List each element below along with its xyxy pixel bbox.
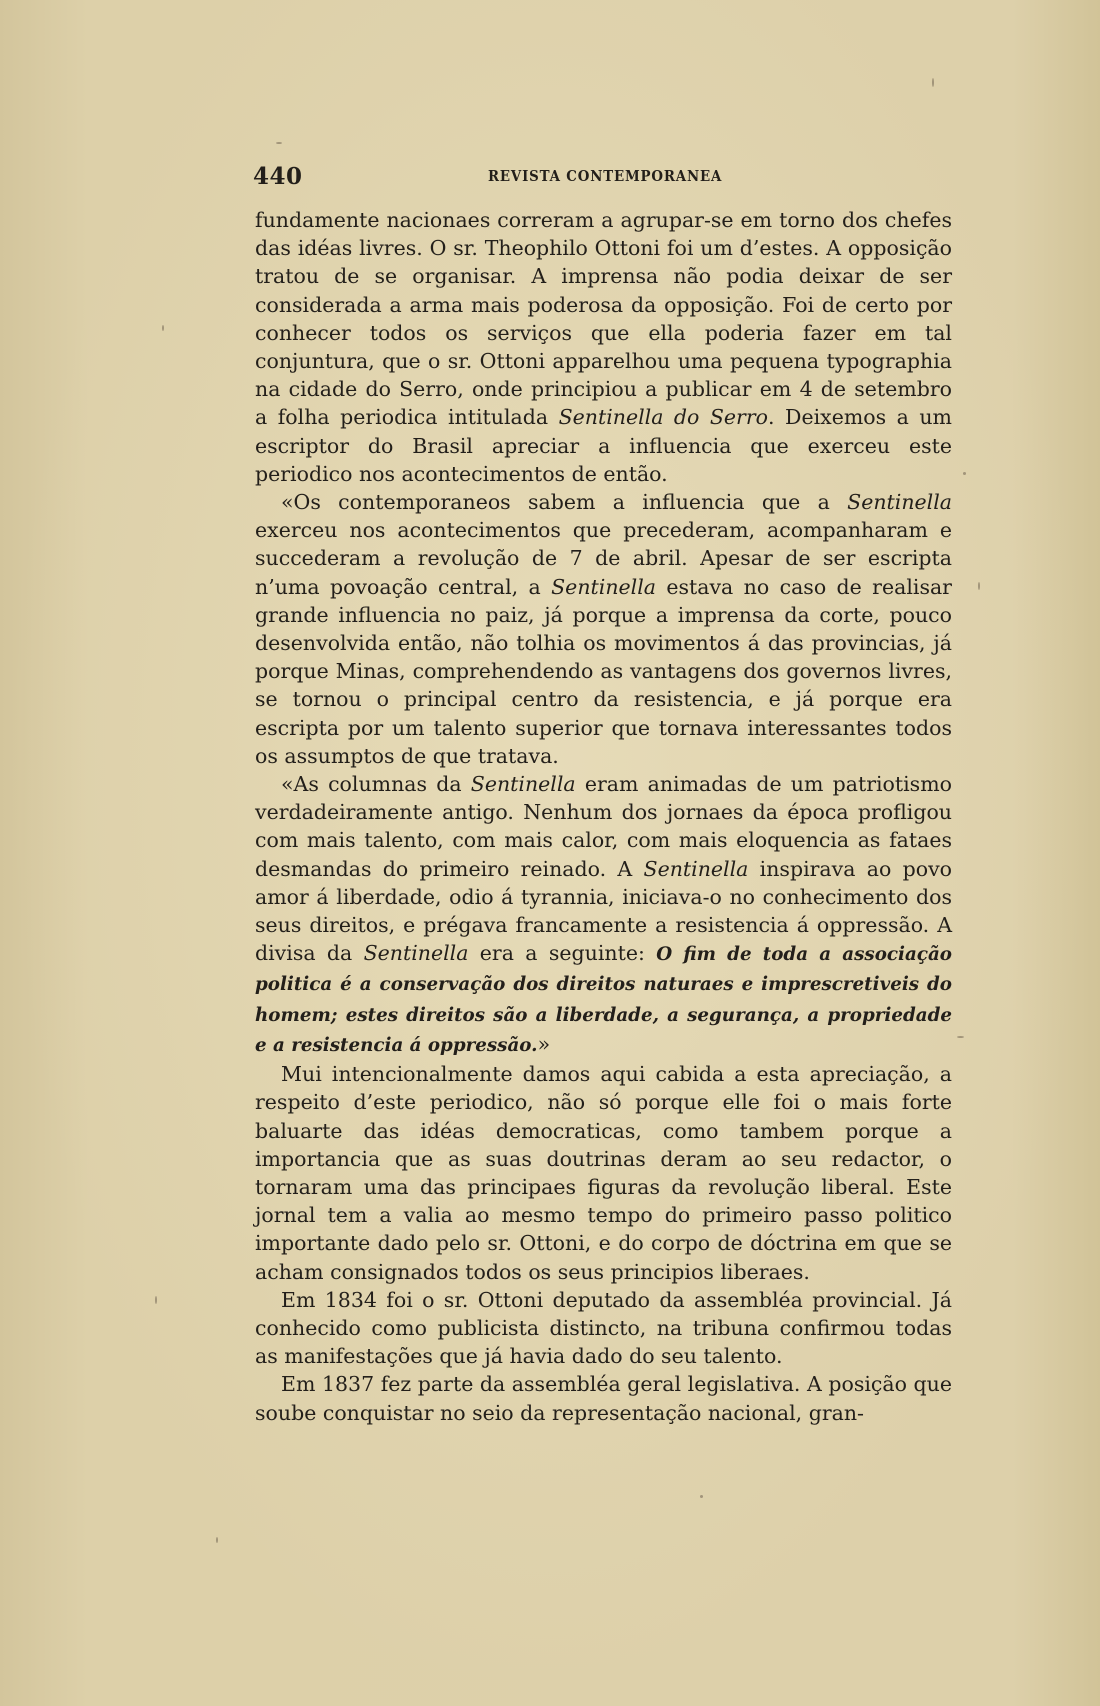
- periodical-title: Sentinella: [551, 574, 656, 599]
- paper-speck: [162, 325, 164, 331]
- journal-title: REVISTA CONTEMPORANEA: [488, 168, 723, 185]
- periodical-title: Sentinella: [847, 490, 952, 515]
- periodical-title: Sentinella: [643, 856, 749, 881]
- paper-speck: [963, 472, 966, 475]
- paper-speck: [932, 78, 934, 87]
- body-text: [255, 206, 952, 1427]
- paragraph-2: «Os contemporaneos sabem a influencia que a Sentinella exerceu nos acontecimentos que precederam, acompanharam e succederam a revolução de 7 de abril. Apesar de ser escripta n’uma povoação central, a Sentinella estava no caso de realisar grande influencia no paiz, já porque a imprensa da corte, pouco desenvolvida então, não tolhia os movimentos á das provincias, já porque Minas, comprehendendo as vantagens dos governos livres, se tornou o principal centro da resistencia, e já porque era escripta por um talento superior que tornava interessantes todos os assumptos de que tratava.: [255, 490, 952, 768]
- paragraph-1: fundamente nacionaes correram a agrupar-se em torno dos chefes das idéas livres. O sr. Theophilo Ottoni foi um d’estes. A opposição tratou de se organisar. A imprensa não podia deixar de ser considerada a arma mais poderosa da opposição. Foi de certo por conhecer todos os serviços que ella poderia fazer em tal conjuntura, que o sr. Ottoni apparelhou uma pequena typographia na cidade do Serro, onde principiou a publicar em 4 de setembro a folha periodica intitulada Sentinella do Serro. Deixemos a um escriptor do Brasil apreciar a influencia que exerceu este periodico nos acontecimentos de então.: [255, 208, 952, 486]
- paper-speck: [216, 1537, 218, 1543]
- paragraph-3: «As columnas da Sentinella eram animadas de um patriotismo verdadeiramente antigo. Nenhum dos jornaes da época profligou com mais talento, com mais calor, com mais eloquencia as fataes desmandas do primeiro reinado. A Sentinella inspirava ao povo amor á liberdade, odio á tyrannia, iniciava-o no conhecimento dos seus direitos, e prégava francamente a resistencia á oppressão. A divisa da Sentinella era a seguinte: O fim de toda a associação politica é a conservação dos direitos naturaes e imprescretiveis do homem; estes direitos são a liberdade, a segurança, a propriedade e a resistencia á oppressão.»: [255, 772, 953, 1056]
- paragraph-4: Mui intencionalmente damos aqui cabida a esta apreciação, a respeito d’este periodico, não só porque elle foi o mais forte baluarte das idéas democraticas, como tambem porque a importancia que as suas doutrinas deram ao seu redactor, o tornaram uma das principaes figuras da revolução liberal. Este jornal tem a valia ao mesmo tempo do primeiro passo politico importante dado pelo sr. Ottoni, e do corpo de dóctrina em que se acham consignados todos os seus principios liberaes.: [255, 1062, 952, 1284]
- page-number: 440: [253, 163, 303, 190]
- paper-speck: [700, 1495, 703, 1498]
- periodical-title: Sentinella do Serro: [558, 405, 768, 430]
- periodical-title: Sentinella: [363, 941, 469, 966]
- motto-quote: O fim de toda a associação politica é a conservação dos direitos naturaes e imprescretiveis do homem; estes direitos são a liberdade, a segurança, a propriedade e a resistencia á oppressão.: [255, 944, 953, 1056]
- paragraph-6: Em 1837 fez parte da assembléa geral legislativa. A posição que soube conquistar no seio da representação nacional, gran-: [255, 1372, 952, 1425]
- paragraph-5: Em 1834 foi o sr. Ottoni deputado da assembléa provincial. Já conhecido como publicista distincto, na tribuna confirmou todas as manifestações que já havia dado do seu talento.: [255, 1287, 952, 1369]
- paper-speck: [276, 142, 282, 144]
- running-head: [253, 163, 953, 193]
- paper-speck: [155, 1296, 157, 1304]
- paper-speck: [957, 1036, 964, 1038]
- paper-speck: [978, 582, 980, 590]
- periodical-title: Sentinella: [470, 772, 576, 797]
